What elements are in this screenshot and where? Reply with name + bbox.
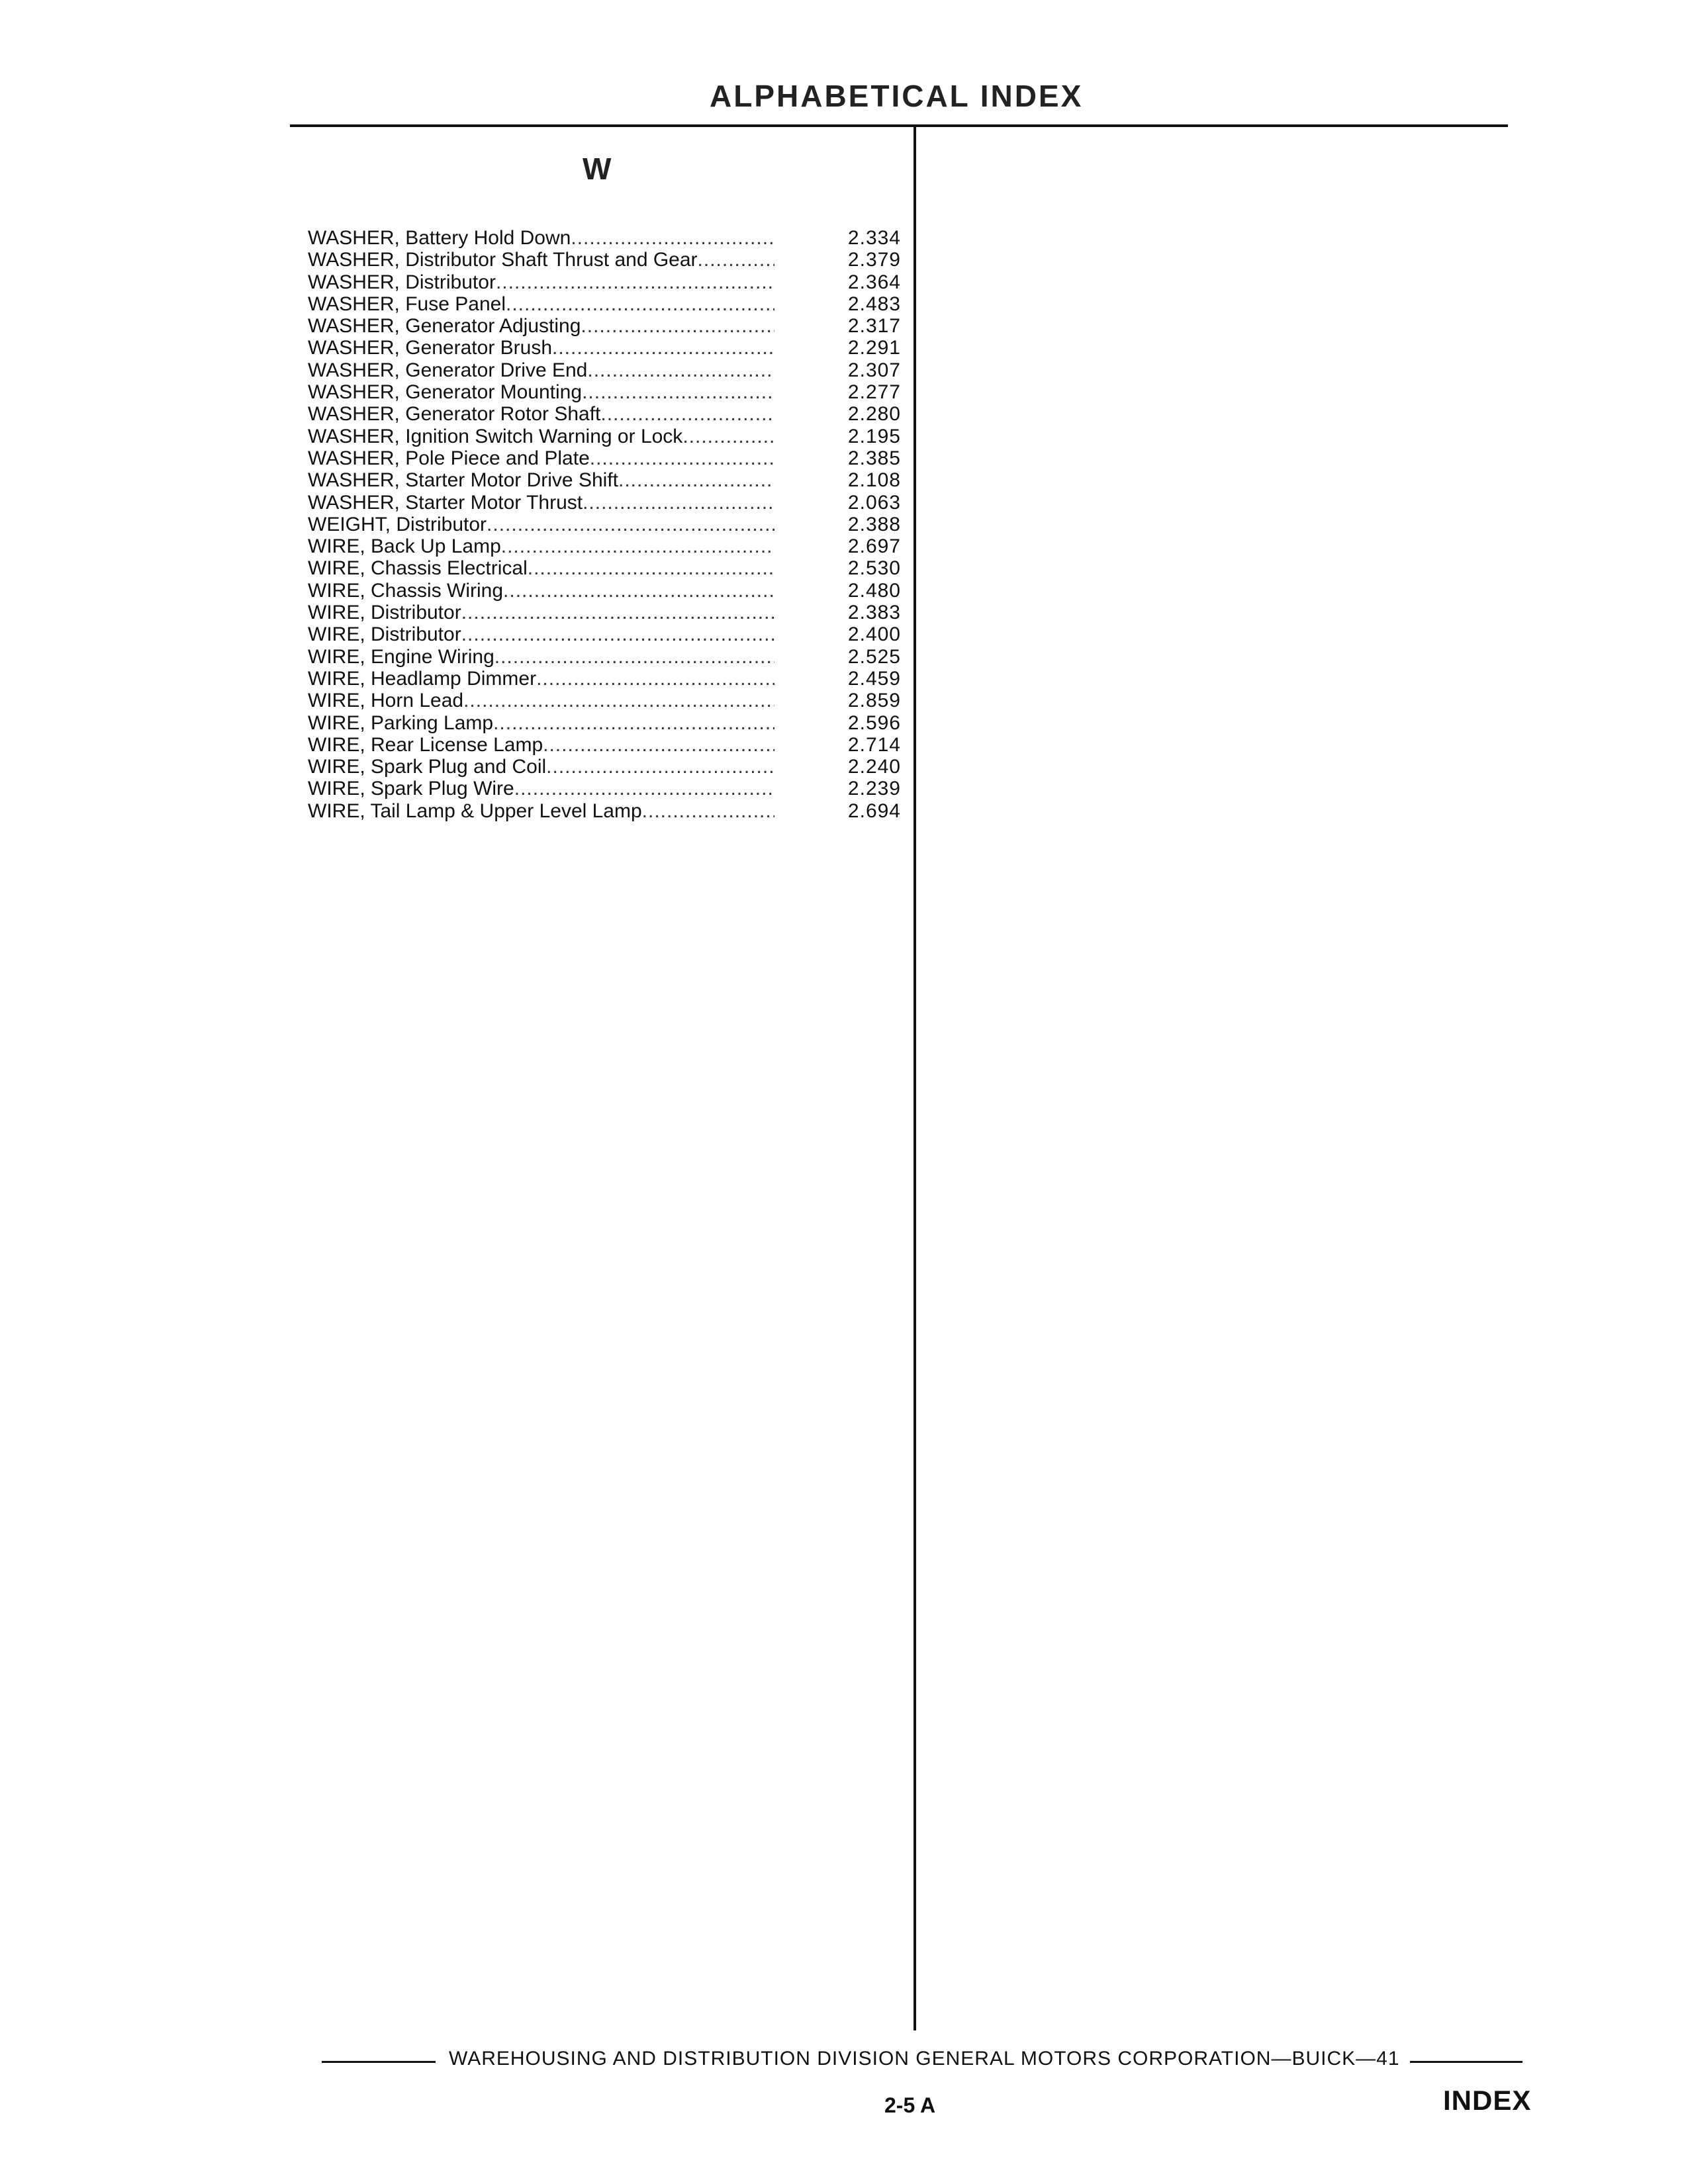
index-entry-page: 2.379	[847, 249, 901, 271]
index-entry	[308, 293, 901, 315]
index-entry-page: 2.697	[847, 535, 901, 558]
footer-rule-left	[322, 2061, 436, 2063]
index-entry-list	[308, 227, 901, 822]
index-entry-page: 2.280	[847, 403, 901, 426]
dot-leader	[461, 623, 774, 645]
index-entry-text: WIRE, Spark Plug Wire	[308, 778, 514, 800]
index-entry-text: WASHER, Battery Hold Down	[308, 227, 571, 249]
index-entry-page: 2.596	[847, 711, 901, 734]
index-entry	[308, 646, 901, 668]
index-entry	[308, 778, 901, 799]
index-entry-text: WASHER, Starter Motor Drive Shift	[308, 469, 618, 492]
index-entry-label	[308, 337, 774, 359]
index-entry-page: 2.859	[847, 690, 901, 712]
dot-leader	[581, 315, 774, 337]
index-entry	[308, 337, 901, 359]
index-entry-page: 2.108	[847, 469, 901, 492]
index-entry	[308, 712, 901, 734]
index-entry-text: WASHER, Starter Motor Thrust	[308, 491, 583, 514]
index-entry	[308, 690, 901, 711]
index-entry-text: WIRE, Distributor	[308, 623, 461, 646]
index-entry-page: 2.383	[847, 602, 901, 624]
dot-leader	[494, 646, 774, 668]
index-entry-label	[308, 535, 774, 557]
dot-leader	[571, 227, 774, 249]
dot-leader	[682, 426, 774, 447]
index-entry-text: WIRE, Chassis Wiring	[308, 579, 504, 602]
header-rule	[290, 124, 1508, 127]
index-entry-page: 2.694	[847, 799, 901, 822]
index-entry-page: 2.480	[847, 579, 901, 602]
index-entry-label	[308, 800, 774, 822]
page-title: ALPHABETICAL INDEX	[710, 79, 1084, 113]
index-entry-label	[308, 602, 774, 623]
index-entry	[308, 271, 901, 293]
index-entry-text: WASHER, Generator Brush	[308, 337, 553, 359]
index-entry-label	[308, 315, 774, 337]
index-entry-text: WIRE, Horn Lead	[308, 690, 464, 712]
index-entry	[308, 623, 901, 645]
dot-leader	[503, 580, 774, 602]
dot-leader	[600, 403, 774, 425]
dot-leader	[528, 557, 774, 579]
index-entry-page: 2.388	[847, 513, 901, 535]
index-entry-text: WASHER, Pole Piece and Plate	[308, 447, 590, 469]
index-entry	[308, 315, 901, 337]
index-entry	[308, 580, 901, 602]
dot-leader	[487, 514, 774, 535]
index-entry-page: 2.459	[847, 667, 901, 690]
index-entry-label	[308, 293, 774, 315]
dot-leader	[552, 337, 774, 359]
index-entry	[308, 668, 901, 690]
dot-leader	[496, 271, 774, 293]
dot-leader	[461, 602, 774, 623]
index-entry-text: WASHER, Distributor	[308, 271, 496, 293]
index-entry-label	[308, 271, 774, 293]
index-entry-label	[308, 492, 774, 514]
index-entry-label	[308, 403, 774, 425]
index-entry-text: WIRE, Rear License Lamp	[308, 733, 543, 756]
section-name: INDEX	[1443, 2085, 1532, 2116]
index-entry-label	[308, 646, 774, 668]
index-entry-label	[308, 557, 774, 579]
dot-leader	[698, 249, 774, 271]
index-entry-label	[308, 712, 774, 734]
index-entry-page: 2.063	[847, 491, 901, 514]
index-entry-label	[308, 227, 774, 249]
index-entry-page: 2.239	[847, 778, 901, 800]
index-entry-label	[308, 580, 774, 602]
column-divider	[914, 124, 916, 2030]
index-entry-label	[308, 381, 774, 403]
index-entry-label	[308, 690, 774, 711]
dot-leader	[582, 381, 774, 403]
index-entry-label	[308, 623, 774, 645]
index-entry-page: 2.364	[847, 271, 901, 293]
index-entry-label	[308, 514, 774, 535]
index-entry-text: WIRE, Back Up Lamp	[308, 535, 501, 558]
index-entry-label	[308, 756, 774, 778]
index-entry-text: WIRE, Tail Lamp & Upper Level Lamp	[308, 799, 642, 822]
dot-leader	[587, 359, 774, 381]
dot-leader	[642, 800, 774, 822]
index-entry	[308, 227, 901, 249]
index-entry	[308, 447, 901, 469]
index-entry	[308, 756, 901, 778]
index-entry-text: WEIGHT, Distributor	[308, 513, 487, 535]
index-entry-label	[308, 469, 774, 491]
index-entry	[308, 492, 901, 514]
index-entry-label	[308, 734, 774, 756]
dot-leader	[493, 712, 774, 734]
index-entry	[308, 535, 901, 557]
dot-leader	[618, 469, 774, 491]
index-entry-text: WIRE, Chassis Electrical	[308, 557, 528, 580]
dot-leader	[501, 535, 774, 557]
index-entry	[308, 426, 901, 447]
index-entry	[308, 602, 901, 623]
index-entry	[308, 249, 901, 271]
index-entry-text: WIRE, Spark Plug and Coil	[308, 756, 547, 778]
index-entry-text: WIRE, Headlamp Dimmer	[308, 667, 537, 690]
index-entry	[308, 469, 901, 491]
index-entry-text: WIRE, Engine Wiring	[308, 645, 494, 668]
index-entry-page: 2.334	[847, 227, 901, 249]
index-entry	[308, 514, 901, 535]
index-entry-page: 2.714	[847, 733, 901, 756]
dot-leader	[536, 668, 774, 690]
dot-leader	[590, 447, 774, 469]
section-letter: W	[583, 152, 612, 186]
dot-leader	[583, 492, 774, 514]
index-entry-text: WASHER, Generator Drive End	[308, 359, 588, 381]
index-entry	[308, 734, 901, 756]
index-entry-text: WASHER, Generator Mounting	[308, 381, 583, 404]
index-entry-label	[308, 426, 774, 447]
index-entry-page: 2.400	[847, 623, 901, 646]
dot-leader	[543, 734, 774, 756]
dot-leader	[514, 778, 774, 799]
index-entry-page: 2.291	[847, 337, 901, 359]
index-entry-label	[308, 249, 774, 271]
index-entry-label	[308, 359, 774, 381]
index-entry	[308, 403, 901, 425]
index-entry-page: 2.483	[847, 293, 901, 315]
index-entry-text: WASHER, Fuse Panel	[308, 293, 506, 315]
index-entry-text: WIRE, Distributor	[308, 602, 461, 624]
dot-leader	[546, 756, 774, 778]
index-entry-page: 2.385	[847, 447, 901, 469]
footer-rule-right	[1410, 2061, 1523, 2063]
index-entry-page: 2.525	[847, 645, 901, 668]
index-entry-page: 2.277	[847, 381, 901, 404]
index-entry-page: 2.530	[847, 557, 901, 580]
dot-leader	[506, 293, 774, 315]
index-entry-page: 2.240	[847, 756, 901, 778]
index-entry-text: WASHER, Generator Rotor Shaft	[308, 403, 601, 426]
index-entry-page: 2.195	[847, 425, 901, 447]
index-entry-page: 2.307	[847, 359, 901, 381]
index-entry	[308, 557, 901, 579]
index-entry-label	[308, 668, 774, 690]
index-entry-page: 2.317	[847, 315, 901, 338]
index-entry	[308, 381, 901, 403]
index-entry	[308, 359, 901, 381]
index-entry-label	[308, 447, 774, 469]
index-entry-text: WIRE, Parking Lamp	[308, 711, 494, 734]
dot-leader	[463, 690, 774, 711]
index-entry-label	[308, 778, 774, 799]
index-entry-text: WASHER, Generator Adjusting	[308, 315, 581, 338]
index-entry-text: WASHER, Ignition Switch Warning or Lock	[308, 425, 683, 447]
index-entry	[308, 800, 901, 822]
index-entry-text: WASHER, Distributor Shaft Thrust and Gear	[308, 249, 698, 271]
footer-publisher: WAREHOUSING AND DISTRIBUTION DIVISION GENERAL MOTORS CORPORATION—BUICK—41	[449, 2048, 1400, 2070]
page-number: 2-5 A	[884, 2093, 936, 2117]
